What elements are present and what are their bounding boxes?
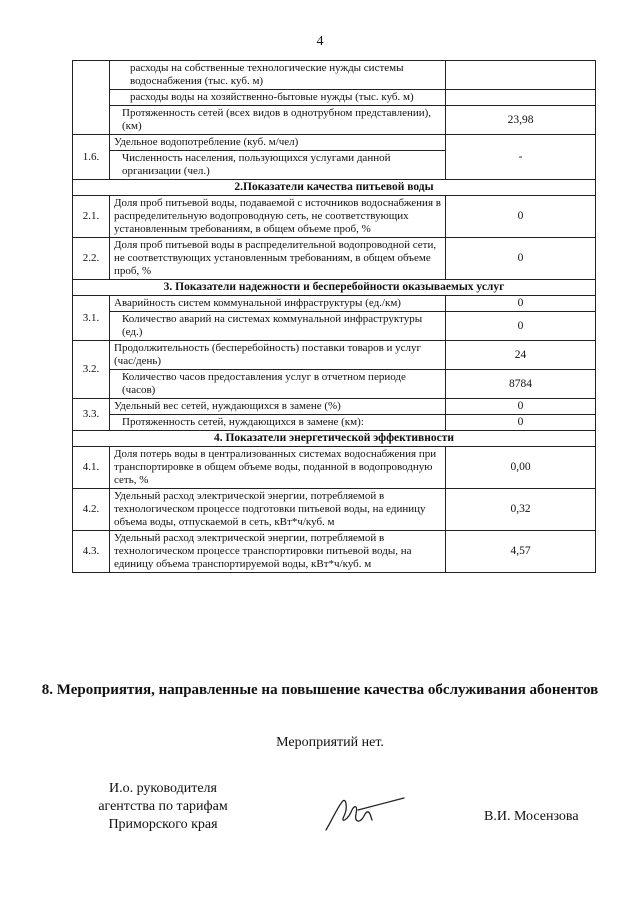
table-row <box>73 135 596 151</box>
no-measures-text: Мероприятий нет. <box>276 735 384 750</box>
section-header-row <box>73 280 596 296</box>
row-number: 3.2. <box>73 341 110 399</box>
table-row <box>73 370 596 399</box>
page-number: 4 <box>316 34 324 49</box>
row-value: 23,98 <box>446 106 596 135</box>
row-text: Доля проб питьевой воды, подаваемой с источников водоснабжения в распределительную водопроводную сеть, не соответствующих установленным требованиям, в общем объеме проб, % <box>110 196 446 238</box>
section-3-title: 3. Показатели надежности и бесперебойности оказываемых услуг <box>73 280 596 296</box>
row-number: 3.1. <box>73 296 110 341</box>
table-row <box>73 447 596 489</box>
row-text: Протяженность сетей, нуждающихся в замене (км): <box>110 415 446 431</box>
row-text: Аварийность систем коммунальной инфраструктуры (ед./км) <box>110 296 446 312</box>
section-8-title: 8. Мероприятия, направленные на повышение качества обслуживания абонентов <box>41 682 599 698</box>
table-row <box>73 399 596 415</box>
table-row <box>73 90 596 106</box>
row-value <box>446 90 596 106</box>
table-row <box>73 61 596 90</box>
row-number: 4.1. <box>73 447 110 489</box>
row-value: 0,32 <box>446 489 596 531</box>
row-value: 0 <box>446 399 596 415</box>
row-text: Количество часов предоставления услуг в отчетном периоде (часов) <box>110 370 446 399</box>
row-number: 4.3. <box>73 531 110 573</box>
signer-line-2: агентства по тарифам <box>98 799 228 814</box>
row-value <box>446 61 596 90</box>
row-value: 24 <box>446 341 596 370</box>
row-text: Доля потерь воды в централизованных системах водоснабжения при транспортировке в общем объеме воды, поданной в водопроводную сеть, % <box>110 447 446 489</box>
row-value: 8784 <box>446 370 596 399</box>
row-value: 0 <box>446 196 596 238</box>
table-row <box>73 296 596 312</box>
row-text: Удельный расход электрической энергии, потребляемой в технологическом процессе транспортировки питьевой воды, на единицу объема транспортируемой воды, кВт*ч/куб. м <box>110 531 446 573</box>
row-number: 2.1. <box>73 196 110 238</box>
row-number-cell <box>73 61 110 135</box>
table-row <box>73 341 596 370</box>
table-row <box>73 489 596 531</box>
signer-title <box>68 780 258 834</box>
handwritten-signature <box>318 780 408 840</box>
table-row <box>73 196 596 238</box>
section-header-row <box>73 180 596 196</box>
row-value: - <box>446 135 596 180</box>
section-header-row <box>73 431 596 447</box>
row-value: 0 <box>446 238 596 280</box>
row-text: расходы воды на хозяйственно-бытовые нужды (тыс. куб. м) <box>110 90 446 106</box>
table-row <box>73 415 596 431</box>
row-text: Протяженность сетей (всех видов в однотрубном представлении), (км) <box>110 106 446 135</box>
row-text: Доля проб питьевой воды в распределительной водопроводной сети, не соответствующих установленным требованиям, в общем объеме проб, % <box>110 238 446 280</box>
row-text: расходы на собственные технологические нужды системы водоснабжения (тыс. куб. м) <box>110 61 446 90</box>
row-value: 0 <box>446 296 596 312</box>
row-number: 4.2. <box>73 489 110 531</box>
table-row <box>73 238 596 280</box>
row-text: Удельный вес сетей, нуждающихся в замене (%) <box>110 399 446 415</box>
row-value: 0 <box>446 415 596 431</box>
row-value: 4,57 <box>446 531 596 573</box>
row-value: 0 <box>446 312 596 341</box>
row-text: Продолжительность (бесперебойность) поставки товаров и услуг (час/день) <box>110 341 446 370</box>
row-value: 0,00 <box>446 447 596 489</box>
section-4-title: 4. Показатели энергетической эффективности <box>73 431 596 447</box>
indicators-table <box>72 60 596 573</box>
signer-name: В.И. Мосензова <box>484 809 579 824</box>
row-number: 2.2. <box>73 238 110 280</box>
row-text: Удельное водопотребление (куб. м/чел) <box>110 135 446 151</box>
table-row <box>73 106 596 135</box>
row-number: 1.6. <box>73 135 110 180</box>
row-text: Удельный расход электрической энергии, потребляемой в технологическом процессе подготовки питьевой воды, на единицу объема воды, отпускаемой в сеть, кВт*ч/куб. м <box>110 489 446 531</box>
row-text: Количество аварий на системах коммунальной инфраструктуры (ед.) <box>110 312 446 341</box>
row-number: 3.3. <box>73 399 110 431</box>
section-2-title: 2.Показатели качества питьевой воды <box>73 180 596 196</box>
signer-line-3: Приморского края <box>108 817 218 832</box>
table-row <box>73 312 596 341</box>
table-row <box>73 531 596 573</box>
row-text: Численность населения, пользующихся услугами данной организации (чел.) <box>110 151 446 180</box>
signer-line-1: И.о. руководителя <box>108 781 217 796</box>
